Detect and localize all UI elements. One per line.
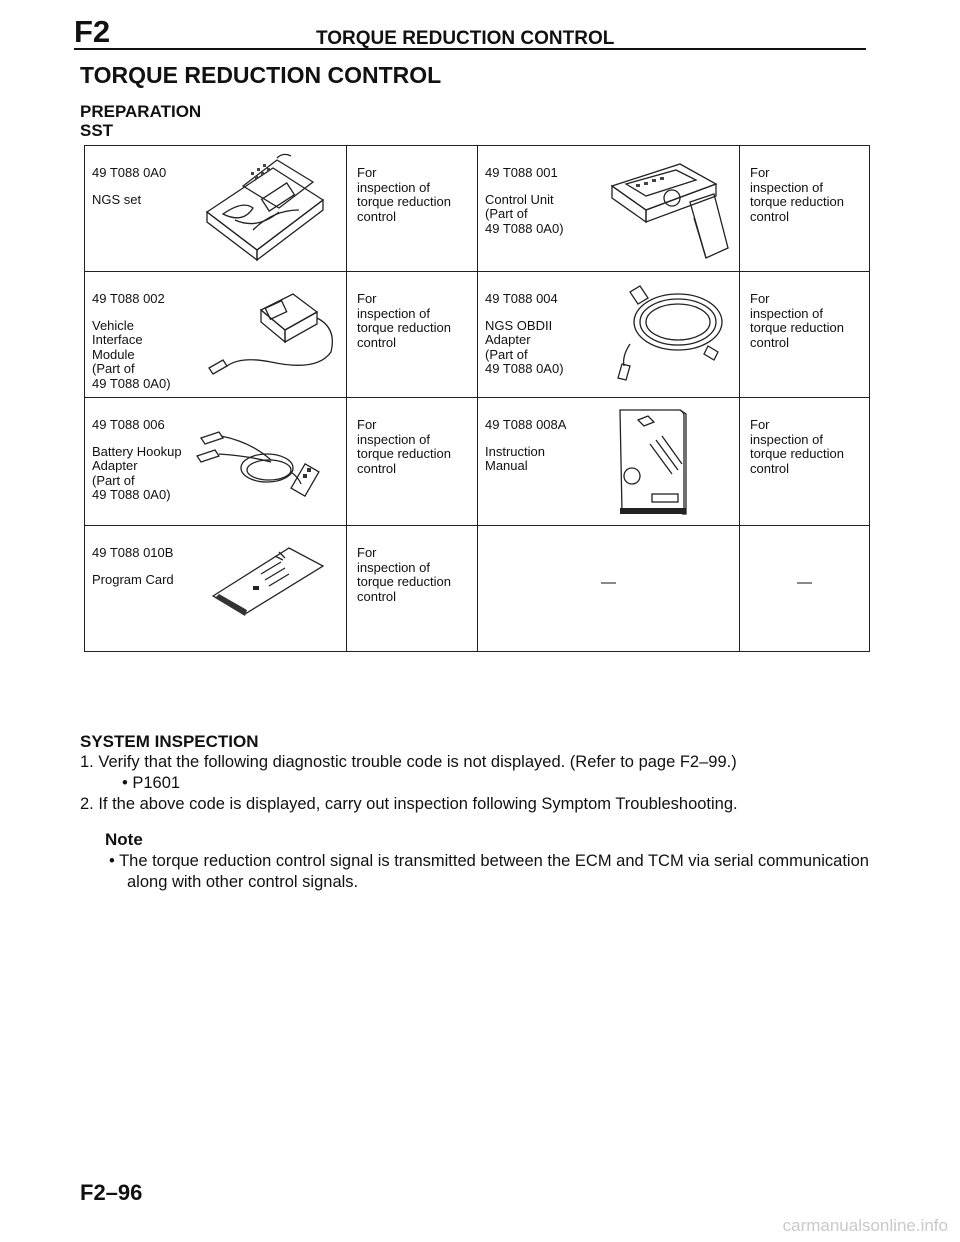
tool-number: 49 T088 004 [485,291,558,306]
tool-name: Vehicle [92,317,134,333]
tool-number: 49 T088 010B [92,545,174,560]
tool-cell [478,272,740,398]
preparation-heading [80,102,201,140]
use-text: For [357,165,377,180]
tool-cell [85,526,347,652]
table-row [85,526,870,652]
table-row [85,272,870,398]
use-text: inspection of [357,179,430,195]
tool-name: 49 T088 0A0) [485,220,564,236]
inspection-step-1: 1. Verify that the following diagnostic trouble code is not displayed. (Refer to page F2–99.) [80,753,737,771]
tool-cell [478,398,740,526]
use-text: inspection of [750,431,823,447]
tool-cell [85,272,347,398]
vehicle-interface-module-icon [197,288,343,384]
use-cell [740,146,870,272]
instruction-manual-icon [618,406,704,520]
tool-name: (Part of [92,361,135,376]
use-text: For [357,545,377,560]
use-text: For [750,417,770,432]
table-row [85,398,870,526]
use-text: inspection of [357,431,430,447]
use-text: control [750,460,790,476]
use-text: control [357,460,397,476]
system-inspection-title: SYSTEM INSPECTION [80,732,259,751]
tool-name: 49 T088 0A0) [485,361,564,376]
tool-name: Module [92,346,135,362]
tool-name: Interface [92,332,143,347]
tool-name: NGS set [92,191,142,207]
tool-name: Manual [485,458,528,473]
use-text: inspection of [750,179,823,195]
use-text: torque reduction [357,320,451,335]
use-text: control [357,334,397,350]
page-title: TORQUE REDUCTION CONTROL [80,62,442,88]
watermark: carmanualsonline.info [782,1216,948,1235]
tool-cell [478,146,740,272]
tool-name: Program Card [92,571,174,587]
tool-cell [85,398,347,526]
use-text: control [750,208,790,224]
empty-dash: — [601,574,616,591]
tool-name: 49 T088 0A0) [92,375,171,391]
use-text: For [357,417,377,432]
tool-name: NGS OBDII [485,317,553,333]
system-inspection-section [80,732,900,893]
use-text: control [750,334,790,350]
use-cell [347,272,478,398]
tool-number: 49 T088 006 [92,417,165,432]
tool-number: 49 T088 002 [92,291,165,306]
use-cell [740,272,870,398]
page-number: F2–96 [80,1180,143,1205]
use-text: control [357,588,397,604]
use-text: control [357,208,397,224]
use-text: torque reduction [750,446,844,461]
sst-label: SST [80,121,114,140]
page-header [74,14,866,50]
note-text: • The torque reduction control signal is transmitted between the ECM and TCM via serial communication along with other control signals. [109,852,869,891]
use-text: inspection of [357,305,430,321]
use-text: For [750,291,770,306]
program-card-icon [205,540,329,620]
tool-cell [85,146,347,272]
tool-number: 49 T088 008A [485,417,567,432]
control-unit-icon [606,158,732,264]
table-row [85,146,870,272]
use-text: For [357,291,377,306]
use-text: For [750,165,770,180]
use-text: torque reduction [750,320,844,335]
section-code: F2 [74,14,111,49]
inspection-step-2: 2. If the above code is displayed, carry out inspection following Symptom Troubleshooting. [80,795,738,813]
tool-number: 49 T088 001 [485,165,558,180]
note-title: Note [105,830,143,849]
tool-name: (Part of [485,206,528,221]
empty-use-cell [740,526,870,652]
use-cell [347,526,478,652]
use-cell [740,398,870,526]
tool-name: 49 T088 0A0) [92,487,171,502]
tool-name: Instruction [485,443,545,459]
use-text: torque reduction [750,194,844,209]
use-text: torque reduction [357,194,451,209]
use-text: inspection of [357,559,430,575]
header-title: TORQUE REDUCTION CONTROL [316,28,615,49]
tool-name: (Part of [92,472,135,488]
use-text: torque reduction [357,446,451,461]
empty-tool-cell [478,526,740,652]
empty-dash: — [797,574,812,591]
obdii-adapter-cable-icon [608,284,732,388]
tool-name: Control Unit [485,191,554,207]
tool-name: Adapter [485,332,531,347]
use-text: torque reduction [357,574,451,589]
use-cell [347,146,478,272]
dtc-code: • P1601 [122,774,181,792]
tool-name: (Part of [485,346,528,362]
preparation-title: PREPARATION [80,102,202,121]
tool-number: 49 T088 0A0 [92,165,167,180]
battery-hookup-adapter-icon [189,416,339,512]
ngs-set-case-icon [193,150,343,266]
use-cell [347,398,478,526]
tool-name: Battery Hookup [92,443,182,459]
tool-name: Adapter [92,458,138,473]
use-text: inspection of [750,305,823,321]
sst-table [84,145,870,652]
